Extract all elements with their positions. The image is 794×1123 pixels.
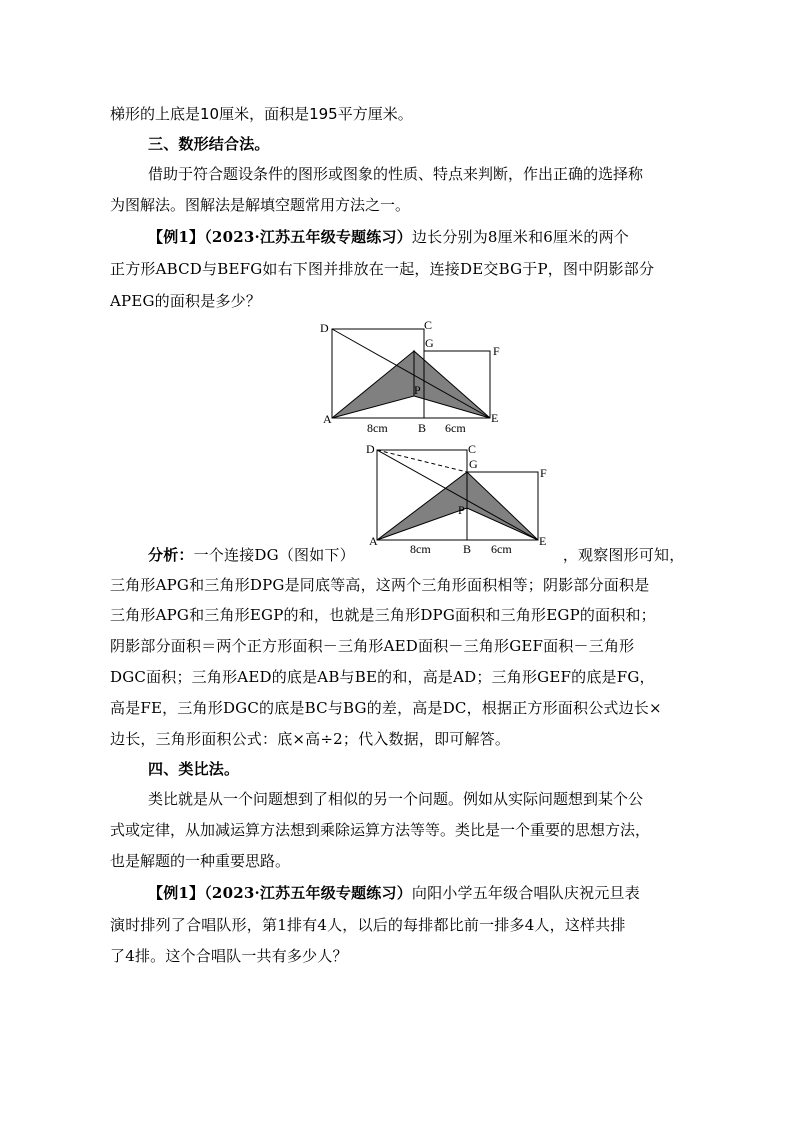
text-line: 借助于符合题设条件的图形或图象的性质、特点来判断，作出正确的选择称 [148,165,644,183]
text-line: 类比就是从一个问题想到了相似的另一个问题。例如从实际问题想到某个公 [148,790,644,808]
text-line: 正方形ABCD与BEFG如右下图并排放在一起，连接DE交BG于P，图中阴影部分 [110,260,655,278]
text-line: 了4排。这个合唱队一共有多少人？ [110,947,348,965]
label-d: D [366,442,375,456]
example-1-question-line [148,226,685,247]
label-a: A [369,534,378,548]
dim-8cm: 8cm [410,542,431,556]
text-line: 为图解法。图解法是解填空题常用方法之一。 [110,196,411,214]
example-2-question-line [148,882,685,903]
section-heading-3: 三、数形结合法。 [148,135,270,153]
text-line: DGC面积；三角形AED的底是AB与BE的和，高是AD；三角形GEF的底是FG， [110,668,655,686]
text-line: 边长分别为8厘米和6厘米的两个 [411,228,630,246]
dim-6cm: 6cm [445,421,466,435]
label-b: B [463,542,472,556]
text-line: 高是FE，三角形DGC的底是BC与BG的差，高是DC，根据正方形面积公式边长× [110,699,662,717]
text-line: 梯形的上底是10厘米，面积是195平方厘米。 [110,105,413,123]
text-line: 一个连接DG（图如下） [193,546,355,564]
dim-8cm: 8cm [367,421,388,435]
label-c: C [468,442,477,456]
example-tag: 【例1】（2023·江苏五年级专题练习） [148,884,412,902]
shaded-triangle-apg [332,351,414,418]
label-f: F [540,466,547,480]
label-b: B [418,421,427,435]
text-line: 阴影部分面积＝两个正方形面积－三角形AED面积－三角形GEF面积－三角形 [110,637,635,655]
analysis-line [148,544,685,565]
label-f: F [493,344,500,358]
label-e: E [539,534,547,548]
text-line: APEG的面积是多少？ [110,292,262,310]
figure-squares-1 [318,318,508,436]
section-heading-4: 四、类比法。 [148,760,240,778]
text-line: 演时排列了合唱队形，第1排有4人，以后的每排都比前一排多4人，这样共排 [110,916,626,934]
label-e: E [491,411,499,425]
example-tag: 【例1】（2023·江苏五年级专题练习） [148,228,412,246]
text-line: 三角形APG和三角形DPG是同底等高，这两个三角形面积相等；阴影部分面积是 [110,576,650,594]
label-p: P [414,383,421,397]
label-d: D [320,321,329,335]
shaded-triangle-apg [377,472,467,540]
text-line: 三角形APG和三角形EGP的和，也就是三角形DPG面积和三角形EGP的面积和； [110,606,656,624]
label-g: G [469,457,478,471]
shaded-triangle-gpe [414,351,490,418]
dim-6cm: 6cm [491,542,512,556]
text-line: 向阳小学五年级合唱队庆祝元旦表 [411,884,640,902]
text-line: 也是解题的一种重要思路。 [110,852,291,870]
figure-squares-2 [360,438,560,558]
text-line: 式或定律，从加减运算方法想到乘除运算方法等等。类比是一个重要的思想方法， [110,821,651,839]
dashed-line-dg [377,450,467,472]
label-a: A [323,412,332,426]
text-line: ，观察图形可知， [562,546,685,564]
label-g: G [425,336,434,350]
text-line: 边长，三角形面积公式：底×高÷2；代入数据，即可解答。 [110,730,511,748]
analysis-tag: 分析： [148,546,194,564]
label-p: P [458,503,465,517]
label-c: C [424,318,433,332]
